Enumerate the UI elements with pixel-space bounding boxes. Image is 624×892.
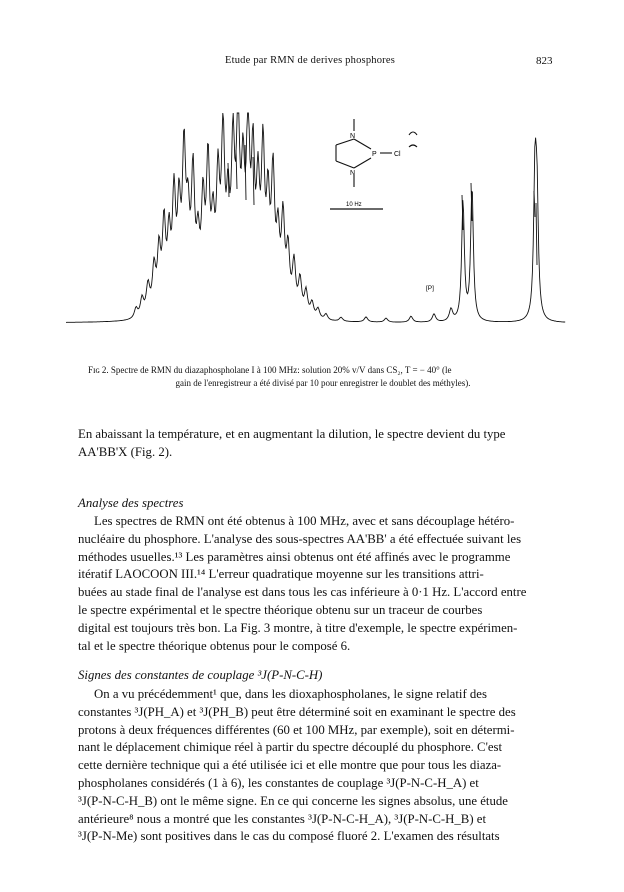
lone-pair-glyph [409, 132, 417, 147]
atom-p: P [372, 151, 377, 158]
bond-ring-c [336, 161, 354, 168]
signs-line: protons à deux fréquences différentes (60 et 100 MHz, par exemple), soit en détermi- [78, 722, 515, 737]
analysis-line: buées au stade final de l'analyse est dans tous les cas inférieure à 0·1 Hz. L'accord entre [78, 585, 527, 600]
signs-line: On a vu précédemment¹ que, dans les dioxaphospholanes, le signe relatif des [94, 687, 487, 701]
bond-n-p-top [354, 139, 371, 149]
running-title: Etude par RMN de derives phosphores [225, 55, 396, 66]
signs-line: constantes ³J(PH_A) et ³J(PH_B) peut être déterminé soit en examinant le spectre des [78, 704, 516, 719]
signs-line: ³J(P-N-Me) sont positives dans le cas du composé fluoré 2. L'examen des résultats [78, 829, 500, 844]
signs-line: cette dernière technique qui a été utilisée ici et elle montre que pour tous les diaza- [78, 758, 502, 773]
signs-line: ³J(P-N-C-H_B) ont le même signe. En ce qui concerne les signes absolus, une étude [78, 793, 508, 808]
analysis-line: digital est toujours très bon. La Fig. 3 montre, à titre d'exemple, le spectre expérimen- [78, 620, 518, 635]
atom-n-bottom: N [350, 170, 356, 177]
paragraph-intro-line1: En abaissant la température, et en augmentant la dilution, le spectre devient du type [78, 427, 506, 441]
section-title-analysis: Analyse des spectres [78, 496, 184, 510]
analysis-line: nucléaire du phosphore. L'analyse des sous-spectres AA'BB' a été effectuée suivant les [78, 531, 522, 546]
nmr-spectrum-figure [66, 105, 566, 340]
paragraph-intro [78, 425, 556, 461]
peak-label: [P] [426, 285, 434, 292]
scale-label: 10 Hz [346, 202, 362, 208]
analysis-line: méthodes usuelles.¹³ Les paramètres ainsi obtenus ont été affinés avec le programme [78, 549, 511, 564]
atom-cl: Cl [394, 151, 401, 158]
analysis-line: le spectre expérimental et le spectre théorique obtenu sur un traceur de courbes [78, 602, 483, 617]
nmr-spectrum-plot [66, 105, 566, 340]
running-header [0, 55, 624, 71]
spectrum-trace [66, 113, 565, 322]
section-body-signs [78, 686, 556, 846]
paragraph-intro-line2: AA'BB'X (Fig. 2). [78, 445, 173, 459]
caption-text: Spectre de RMN du diazaphospholane I à 100 MHz: solution 20% v/V dans CS₂, T = − 40° (le [110, 365, 452, 375]
signs-line: nant le déplacement chimique réel à partir du spectre découplé du phosphore. C'est [78, 740, 503, 755]
analysis-line: Les spectres de RMN ont été obtenus à 100 MHz, avec et sans découplage hétéro- [94, 514, 515, 528]
caption-label: Fɪɢ 2. [88, 365, 109, 375]
analysis-line: tal et le spectre théorique obtenus pour le composé 6. [78, 638, 351, 653]
section-title-signs: Signes des constantes de couplage ³J(P-N-C-H) [78, 668, 323, 682]
bond-n-p-bottom [354, 158, 371, 168]
analysis-line: itératif LAOCOON III.¹⁴ L'erreur quadratique moyenne sur les transitions attri- [78, 567, 484, 582]
signs-line: phospholanes considérés (1 à 6), les constantes de couplage ³J(P-N-C-H_A) et [78, 775, 479, 790]
atom-n-top: N [350, 133, 356, 140]
section-body-analysis [78, 513, 556, 655]
figure-caption [88, 364, 558, 390]
caption-text-2: gain de l'enregistreur a été divisé par 10 pour enregistrer le doublet des méthyles). [175, 378, 471, 388]
signs-line: antérieure⁸ nous a montré que les constantes ³J(P-N-C-H_A), ³J(P-N-C-H_B) et [78, 811, 487, 826]
page-number: 823 [536, 55, 553, 67]
